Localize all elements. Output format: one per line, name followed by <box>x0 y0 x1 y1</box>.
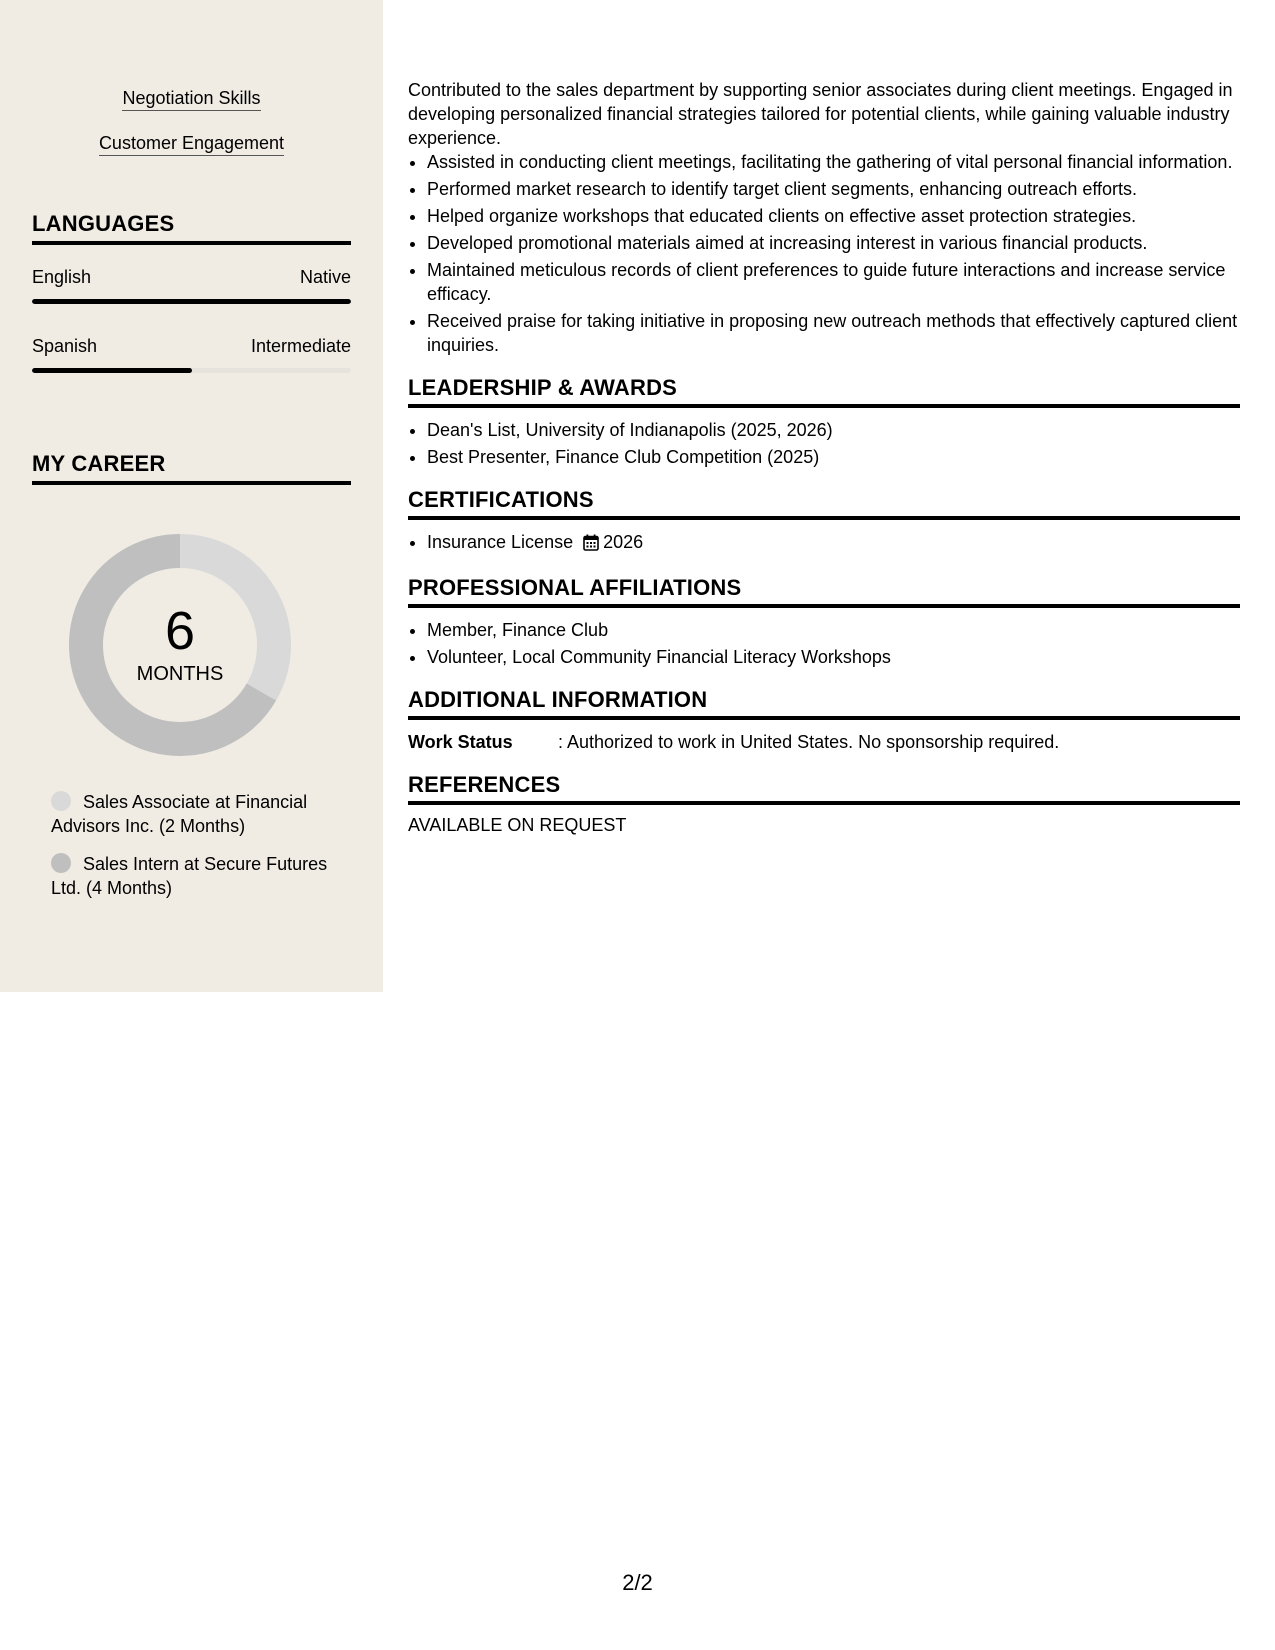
language-proficiency-bar <box>32 299 351 304</box>
list-item: • Maintained meticulous records of client preferences to guide future interactions and increase service efficacy. <box>427 258 1240 306</box>
list-item: • Developed promotional materials aimed at increasing interest in various financial products. <box>427 231 1240 255</box>
language-row <box>32 267 351 288</box>
affiliations-list <box>408 618 1240 669</box>
affiliations-heading: PROFESSIONAL AFFILIATIONS <box>408 575 1240 608</box>
sidebar <box>0 0 383 992</box>
experience-summary: Contributed to the sales department by supporting senior associates during client meetings. Engaged in developing personalized financial strategies tailored for potential clients, while gaining valuable industry experience. <box>408 80 1233 148</box>
list-item: • Dean's List, University of Indianapolis (2025, 2026) <box>427 418 1240 442</box>
list-item: • Helped organize workshops that educated clients on effective asset protection strategies. <box>427 204 1240 228</box>
list-item: • Volunteer, Local Community Financial Literacy Workshops <box>427 645 1240 669</box>
language-proficiency-bar <box>32 368 351 373</box>
language-level: Native <box>299 267 351 287</box>
calendar-icon <box>583 533 599 557</box>
certification-name: Insurance License <box>427 532 574 552</box>
skill-label: Negotiation Skills <box>122 88 260 111</box>
career-legend-item <box>51 852 341 900</box>
career-total-number: 6 <box>164 601 196 661</box>
work-status-row <box>408 730 1240 754</box>
career-donut-chart <box>65 530 295 760</box>
leadership-list <box>408 418 1240 469</box>
language-row <box>32 336 351 357</box>
page-number: 2/2 <box>622 1570 653 1595</box>
skill-label: Customer Engagement <box>99 133 284 156</box>
language-proficiency-fill <box>32 299 351 304</box>
legend-dot-icon <box>51 791 71 811</box>
language-proficiency-fill <box>32 368 192 373</box>
list-item: • Member, Finance Club <box>427 618 1240 642</box>
work-status-value: : Authorized to work in United States. No sponsorship required. <box>558 732 1060 752</box>
additional-info-heading: ADDITIONAL INFORMATION <box>408 687 1240 720</box>
main-content <box>408 78 1240 836</box>
list-item: • Assisted in conducting client meetings, facilitating the gathering of vital personal financial information. <box>427 150 1240 174</box>
certifications-heading: CERTIFICATIONS <box>408 487 1240 520</box>
skill-item <box>0 88 383 109</box>
references-heading: REFERENCES <box>408 772 1240 805</box>
skill-item <box>0 133 383 154</box>
list-item <box>427 530 1240 557</box>
career-legend-item <box>51 790 341 838</box>
legend-dot-icon <box>51 853 71 873</box>
language-level: Intermediate <box>250 336 351 356</box>
list-item: • Performed market research to identify target client segments, enhancing outreach efforts. <box>427 177 1240 201</box>
language-name: English <box>32 267 92 287</box>
list-item: • Received praise for taking initiative in proposing new outreach methods that effectively captured client inquiries. <box>427 309 1240 357</box>
languages-heading: LANGUAGES <box>32 211 351 245</box>
language-name: Spanish <box>32 336 98 356</box>
certifications-list <box>408 530 1240 557</box>
career-total-unit: MONTHS <box>136 663 224 685</box>
list-item: • Best Presenter, Finance Club Competition (2025) <box>427 445 1240 469</box>
career-legend-label: Sales Associate at Financial Advisors Inc. (2 Months) <box>51 792 308 836</box>
references-text: AVAILABLE ON REQUEST <box>408 815 627 835</box>
career-heading: MY CAREER <box>32 451 351 485</box>
experience-bullets <box>408 150 1240 357</box>
career-legend-label: Sales Intern at Secure Futures Ltd. (4 Months) <box>51 854 328 898</box>
certification-year: 2026 <box>603 532 644 552</box>
work-status-label: Work Status <box>408 732 513 752</box>
leadership-heading: LEADERSHIP & AWARDS <box>408 375 1240 408</box>
